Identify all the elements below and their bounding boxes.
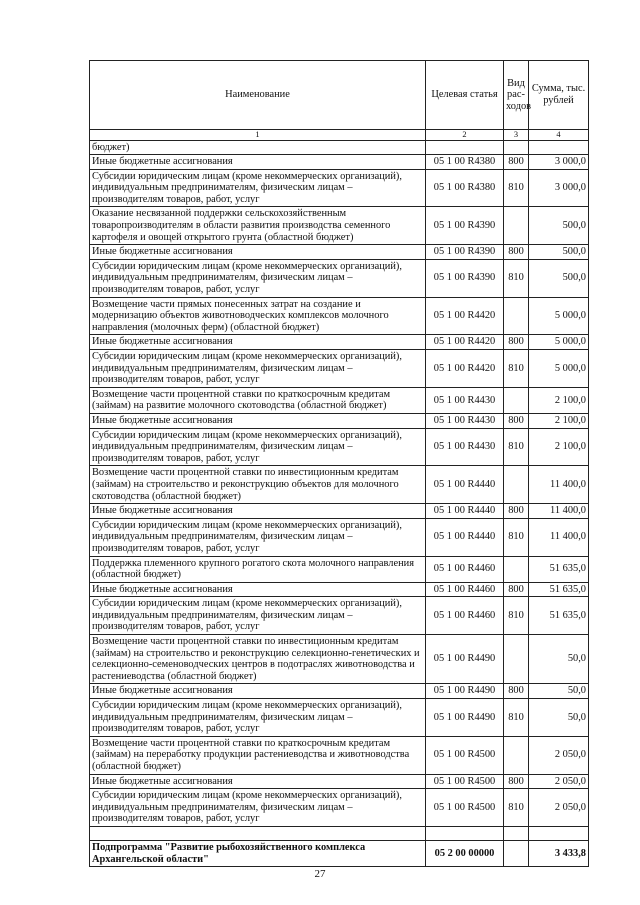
row-amount: 2 100,0 (529, 428, 589, 466)
row-expense-type: 800 (504, 413, 529, 428)
table-row (90, 335, 589, 350)
row-target-code: 05 1 00 R4390 (426, 245, 504, 260)
table-row (90, 699, 589, 737)
row-expense-type: 810 (504, 428, 529, 466)
header-name: Наименование (90, 61, 426, 130)
row-amount: 2 100,0 (529, 387, 589, 413)
row-name: Возмещение части процентной ставки по краткосрочным кредитам (займам) на развитие молочного скотоводства (областной бюджет) (90, 387, 426, 413)
row-name: Субсидии юридическим лицам (кроме некоммерческих организаций), индивидуальным предпринимателям, физическим лицам – производителям товаров, работ, услуг (90, 597, 426, 635)
row-amount: 51 635,0 (529, 582, 589, 597)
row-amount: 3 000,0 (529, 155, 589, 170)
row-amount: 2 050,0 (529, 736, 589, 774)
table-row (90, 387, 589, 413)
row-amount: 2 100,0 (529, 413, 589, 428)
row-name: Субсидии юридическим лицам (кроме некоммерческих организаций), индивидуальным предпринимателям, физическим лицам – производителям товаров, работ, услуг (90, 518, 426, 556)
table-row (90, 207, 589, 245)
table-row (90, 789, 589, 827)
empty-cell (504, 826, 529, 840)
row-name: бюджет) (90, 140, 426, 155)
table-row (90, 245, 589, 260)
row-name: Возмещение части прямых понесенных затрат на создание и модернизацию объектов животноводческих комплексов молочного направления (молочных ферм) (областной бюджет) (90, 297, 426, 335)
column-number: 4 (529, 130, 589, 141)
row-target-code: 05 1 00 R4440 (426, 518, 504, 556)
table-row (90, 774, 589, 789)
row-target-code: 05 1 00 R4430 (426, 413, 504, 428)
row-expense-type: 810 (504, 597, 529, 635)
row-amount: 3 433,8 (529, 840, 589, 866)
table-row (90, 155, 589, 170)
row-target-code: 05 1 00 R4440 (426, 466, 504, 504)
row-name: Субсидии юридическим лицам (кроме некоммерческих организаций), индивидуальным предпринимателям, физическим лицам – производителям товаров, работ, услуг (90, 428, 426, 466)
row-expense-type (504, 556, 529, 582)
row-amount: 50,0 (529, 684, 589, 699)
row-target-code: 05 1 00 R4430 (426, 428, 504, 466)
row-expense-type: 800 (504, 582, 529, 597)
row-name: Субсидии юридическим лицам (кроме некоммерческих организаций), индивидуальным предпринимателям, физическим лицам – производителям товаров, работ, услуг (90, 259, 426, 297)
row-target-code: 05 1 00 R4490 (426, 699, 504, 737)
row-target-code: 05 1 00 R4420 (426, 297, 504, 335)
row-expense-type: 810 (504, 789, 529, 827)
row-expense-type: 810 (504, 518, 529, 556)
row-amount: 2 050,0 (529, 774, 589, 789)
row-name: Субсидии юридическим лицам (кроме некоммерческих организаций), индивидуальным предпринимателям, физическим лицам – производителям товаров, работ, услуг (90, 699, 426, 737)
row-expense-type (504, 736, 529, 774)
row-target-code: 05 1 00 R4380 (426, 169, 504, 207)
row-expense-type: 800 (504, 335, 529, 350)
table-row (90, 140, 589, 155)
row-expense-type (504, 840, 529, 866)
table-header-row (90, 61, 589, 130)
row-target-code (426, 140, 504, 155)
row-expense-type (504, 387, 529, 413)
row-amount: 11 400,0 (529, 504, 589, 519)
table-row (90, 169, 589, 207)
table-row (90, 413, 589, 428)
column-number: 3 (504, 130, 529, 141)
empty-cell (529, 826, 589, 840)
empty-cell (426, 826, 504, 840)
table-row (90, 582, 589, 597)
row-name: Субсидии юридическим лицам (кроме некоммерческих организаций), индивидуальным предпринимателям, физическим лицам – производителям товаров, работ, услуг (90, 169, 426, 207)
row-name: Иные бюджетные ассигнования (90, 413, 426, 428)
row-amount: 5 000,0 (529, 350, 589, 388)
table-row (90, 259, 589, 297)
row-expense-type (504, 207, 529, 245)
row-expense-type (504, 466, 529, 504)
row-amount: 3 000,0 (529, 169, 589, 207)
table-row (90, 736, 589, 774)
row-target-code: 05 1 00 R4420 (426, 350, 504, 388)
row-amount: 5 000,0 (529, 335, 589, 350)
row-target-code: 05 1 00 R4440 (426, 504, 504, 519)
row-expense-type: 800 (504, 245, 529, 260)
header-sum: Сумма, тыс. рублей (529, 61, 589, 130)
row-target-code: 05 1 00 R4390 (426, 259, 504, 297)
row-expense-type: 810 (504, 699, 529, 737)
row-expense-type: 800 (504, 155, 529, 170)
column-number-row (90, 130, 589, 141)
row-amount (529, 140, 589, 155)
row-name: Оказание несвязанной поддержки сельскохозяйственным товаропроизводителям в области развития производства семенного картофеля и овощей открытого грунта (областной бюджет) (90, 207, 426, 245)
row-name: Подпрограмма "Развитие рыбохозяйственного комплекса Архангельской области" (90, 840, 426, 866)
row-amount: 51 635,0 (529, 597, 589, 635)
row-target-code: 05 2 00 00000 (426, 840, 504, 866)
row-expense-type: 810 (504, 169, 529, 207)
row-amount: 50,0 (529, 699, 589, 737)
header-code: Целевая статья (426, 61, 504, 130)
row-name: Субсидии юридическим лицам (кроме некоммерческих организаций), индивидуальным предпринимателям, физическим лицам – производителям товаров, работ, услуг (90, 789, 426, 827)
row-expense-type (504, 140, 529, 155)
row-expense-type (504, 297, 529, 335)
column-number: 1 (90, 130, 426, 141)
row-amount: 2 050,0 (529, 789, 589, 827)
subprogram-row (90, 840, 589, 866)
row-name: Возмещение части процентной ставки по инвестиционным кредитам (займам) на строительство и реконструкцию объектов для молочного скотоводства (областной бюджет) (90, 466, 426, 504)
row-amount: 500,0 (529, 207, 589, 245)
table-row (90, 504, 589, 519)
row-expense-type (504, 635, 529, 684)
table-row (90, 684, 589, 699)
row-expense-type: 800 (504, 684, 529, 699)
row-expense-type: 810 (504, 259, 529, 297)
table-row (90, 350, 589, 388)
row-amount: 500,0 (529, 259, 589, 297)
row-name: Возмещение части процентной ставки по краткосрочным кредитам (займам) на переработку продукции растениеводства и животноводства (областной бюджет) (90, 736, 426, 774)
row-amount: 50,0 (529, 635, 589, 684)
table-row (90, 428, 589, 466)
row-target-code: 05 1 00 R4420 (426, 335, 504, 350)
budget-table (89, 60, 589, 867)
row-name: Иные бюджетные ассигнования (90, 582, 426, 597)
row-name: Возмещение части процентной ставки по инвестиционным кредитам (займам) на строительство и реконструкцию селекционно-генетических и селекционно-семеноводческих центров в подотраслях животноводства и растениеводства (областной бюджет) (90, 635, 426, 684)
row-target-code: 05 1 00 R4460 (426, 556, 504, 582)
row-amount: 11 400,0 (529, 518, 589, 556)
row-expense-type: 810 (504, 350, 529, 388)
header-type: Вид рас-ходов (504, 61, 529, 130)
row-name: Иные бюджетные ассигнования (90, 245, 426, 260)
spacer-row (90, 826, 589, 840)
row-name: Иные бюджетные ассигнования (90, 335, 426, 350)
table-row (90, 466, 589, 504)
row-name: Иные бюджетные ассигнования (90, 155, 426, 170)
row-target-code: 05 1 00 R4460 (426, 582, 504, 597)
row-name: Иные бюджетные ассигнования (90, 684, 426, 699)
row-expense-type: 800 (504, 774, 529, 789)
row-name: Поддержка племенного крупного рогатого скота молочного направления (областной бюджет) (90, 556, 426, 582)
row-target-code: 05 1 00 R4500 (426, 774, 504, 789)
row-expense-type: 800 (504, 504, 529, 519)
row-amount: 51 635,0 (529, 556, 589, 582)
row-target-code: 05 1 00 R4430 (426, 387, 504, 413)
row-amount: 5 000,0 (529, 297, 589, 335)
row-target-code: 05 1 00 R4490 (426, 635, 504, 684)
table-row (90, 597, 589, 635)
row-amount: 11 400,0 (529, 466, 589, 504)
table-row (90, 635, 589, 684)
row-target-code: 05 1 00 R4460 (426, 597, 504, 635)
row-target-code: 05 1 00 R4500 (426, 736, 504, 774)
row-name: Субсидии юридическим лицам (кроме некоммерческих организаций), индивидуальным предпринимателям, физическим лицам – производителям товаров, работ, услуг (90, 350, 426, 388)
table-row (90, 556, 589, 582)
page-number: 27 (314, 868, 326, 880)
row-name: Иные бюджетные ассигнования (90, 774, 426, 789)
empty-cell (90, 826, 426, 840)
table-row (90, 518, 589, 556)
row-target-code: 05 1 00 R4390 (426, 207, 504, 245)
table-row (90, 297, 589, 335)
row-target-code: 05 1 00 R4500 (426, 789, 504, 827)
column-number: 2 (426, 130, 504, 141)
row-amount: 500,0 (529, 245, 589, 260)
row-target-code: 05 1 00 R4380 (426, 155, 504, 170)
row-target-code: 05 1 00 R4490 (426, 684, 504, 699)
row-name: Иные бюджетные ассигнования (90, 504, 426, 519)
